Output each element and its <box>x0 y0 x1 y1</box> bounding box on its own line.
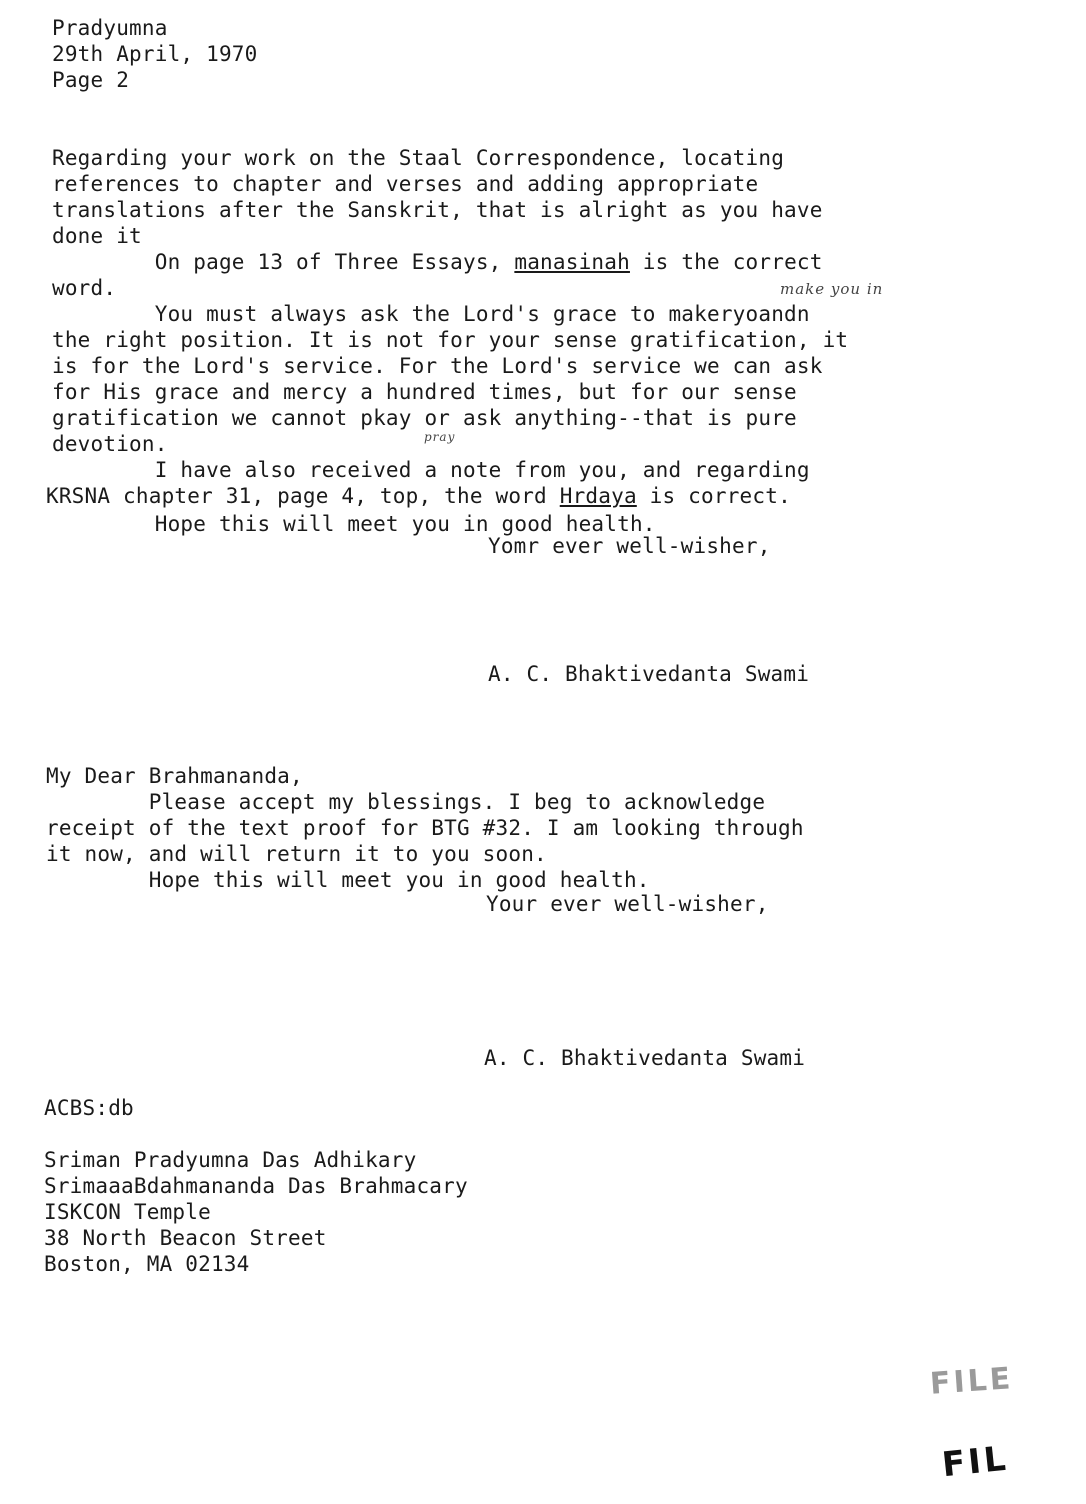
letter1-paragraph4-line2 <box>46 484 791 508</box>
letter1-paragraph3-line2: the right position. It is not for your sense gratification, it <box>52 328 849 352</box>
letter1-p4-prefix: KRSNA chapter 31, page 4, top, the word <box>46 484 560 508</box>
handwritten-correction-pray: pray <box>424 430 456 444</box>
typist-initials: ACBS:db <box>44 1096 134 1120</box>
letter2-signature: A. C. Bhaktivedanta Swami <box>484 1046 806 1070</box>
letter1-paragraph4-line1: I have also received a note from you, and regarding <box>52 458 810 482</box>
handwritten-correction-make-you-in: make you in <box>780 280 884 298</box>
address-line1: Sriman Pradyumna Das Adhikary <box>44 1148 417 1172</box>
letter1-signature: A. C. Bhaktivedanta Swami <box>488 662 810 686</box>
letter1-paragraph3-line6: devotion. <box>52 432 168 456</box>
letter1-paragraph1-line4: done it <box>52 224 142 248</box>
header-page-number: Page 2 <box>52 68 130 92</box>
address-line5: Boston, MA 02134 <box>44 1252 250 1276</box>
underlined-word-manasinah: manasinah <box>514 250 630 274</box>
file-stamp-dark: FIL <box>940 1438 1011 1486</box>
address-line2: SrimaaaBdahmananda Das Brahmacary <box>44 1174 468 1198</box>
header-recipient: Pradyumna <box>52 16 168 40</box>
address-line3: ISKCON Temple <box>44 1200 211 1224</box>
letter2-line1: Please accept my blessings. I beg to acknowledge <box>46 790 766 814</box>
letter1-closing: Yomr ever well-wisher, <box>488 534 771 558</box>
letter1-paragraph3-line3: is for the Lord's service. For the Lord's service we can ask <box>52 354 823 378</box>
letter2-salutation: My Dear Brahmananda, <box>46 764 303 788</box>
address-line4: 38 North Beacon Street <box>44 1226 327 1250</box>
letter2-closing: Your ever well-wisher, <box>486 892 769 916</box>
letter2-line4: Hope this will meet you in good health. <box>46 868 650 892</box>
letter1-paragraph5-line1: Hope this will meet you in good health. <box>52 512 656 536</box>
letter1-paragraph3-line4: for His grace and mercy a hundred times, but for our sense <box>52 380 797 404</box>
letter1-paragraph1-line1: Regarding your work on the Staal Correspondence, locating <box>52 146 785 170</box>
underlined-word-hrdaya: Hrdaya <box>559 484 637 508</box>
letter1-p4-suffix: is correct. <box>636 484 791 508</box>
file-stamp-faded: FILE <box>928 1361 1015 1402</box>
letter1-paragraph3-line5: gratification we cannot pkay or ask anything--that is pure <box>52 406 797 430</box>
letter1-paragraph3-line1: You must always ask the Lord's grace to makeryoandn <box>52 302 810 326</box>
letter1-paragraph1-line2: references to chapter and verses and adding appropriate <box>52 172 759 196</box>
letter2-line2: receipt of the text proof for BTG #32. I am looking through <box>46 816 804 840</box>
letter1-p2-suffix: is the correct <box>629 250 823 274</box>
letter2-line3: it now, and will return it to you soon. <box>46 842 547 866</box>
letter1-paragraph2-line2: word. <box>52 276 117 300</box>
letter1-p2-prefix: On page 13 of Three Essays, <box>52 250 515 274</box>
header-date: 29th April, 1970 <box>52 42 258 66</box>
letter1-paragraph2-line1 <box>52 250 823 274</box>
letter1-paragraph1-line3: translations after the Sanskrit, that is alright as you have <box>52 198 823 222</box>
